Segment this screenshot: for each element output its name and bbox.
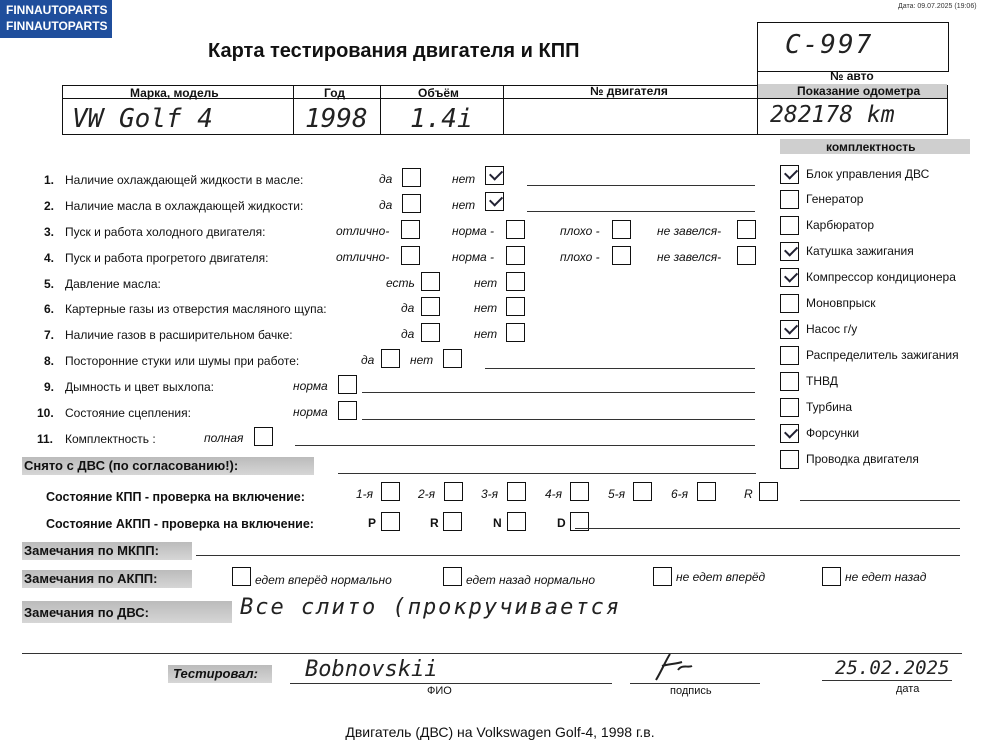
question-number: 8.: [44, 354, 55, 368]
q3-not-started-label: не завелся-: [657, 224, 722, 238]
q8-yes-checkbox[interactable]: [381, 349, 400, 368]
q4-not-started-checkbox[interactable]: [737, 246, 756, 265]
q6-no-label: нет: [474, 301, 498, 315]
auto-gear-label: R: [430, 516, 439, 530]
akpp-no-forward-label: не едет вперёд: [676, 570, 766, 584]
completeness-label: Насос г/у: [806, 322, 858, 336]
completeness-label: Карбюратор: [806, 218, 875, 232]
auto-number-label: № авто: [830, 69, 874, 83]
akpp-no-forward-checkbox[interactable]: [653, 567, 672, 586]
completeness-checkbox[interactable]: [780, 165, 799, 184]
completeness-checkbox[interactable]: [780, 216, 799, 235]
q3-normal-label: норма -: [452, 224, 495, 238]
q7-yes-label: да: [401, 327, 415, 341]
col-engine-no-header: № двигателя: [590, 84, 668, 98]
q1-line: [527, 185, 755, 186]
q2-no-label: нет: [452, 198, 476, 212]
completeness-label: Проводка двигателя: [806, 452, 919, 466]
gear-label: 2-я: [418, 487, 436, 501]
q6-no-checkbox[interactable]: [506, 297, 525, 316]
manual-kpp-line: [800, 500, 960, 501]
auto-gear-label: N: [493, 516, 502, 530]
completeness-checkbox[interactable]: [780, 372, 799, 391]
q2-yes-checkbox[interactable]: [402, 194, 421, 213]
completeness-checkbox[interactable]: [780, 190, 799, 209]
caption: Двигатель (ДВС) на Volkswagen Golf-4, 1998 г.в.: [345, 724, 655, 740]
q4-excellent-label: отлично-: [336, 250, 390, 264]
tester-name: Bobnovskii: [305, 657, 438, 682]
question-text: Наличие охлаждающей жидкости в масле:: [65, 173, 304, 187]
gear-label: R: [744, 487, 753, 501]
fio-line: [290, 683, 612, 684]
question-text: Посторонние стуки или шумы при работе:: [65, 354, 300, 368]
auto-kpp-line: [575, 528, 960, 529]
completeness-label: ТНВД: [806, 374, 838, 388]
manual-kpp-label: Состояние КПП - проверка на включение:: [46, 490, 305, 504]
gear-checkbox[interactable]: [759, 482, 778, 501]
volume-value: 1.4i: [410, 104, 473, 134]
q2-yes-label: да: [379, 198, 393, 212]
question-number: 5.: [44, 277, 55, 291]
date-label: дата: [896, 683, 920, 695]
completeness-label: Компрессор кондиционера: [806, 270, 956, 284]
question-number: 10.: [37, 406, 54, 420]
gear-checkbox[interactable]: [507, 482, 526, 501]
odometer-value: 282178 km: [770, 102, 895, 128]
tested-label: Тестировал:: [173, 666, 258, 681]
date-stamp: Дата: 09.07.2025 (19:06): [898, 3, 977, 10]
completeness-checkbox[interactable]: [780, 294, 799, 313]
q11-full-label: полная: [204, 431, 244, 445]
question-text: Наличие масла в охлаждающей жидкости:: [65, 199, 304, 213]
auto-gear-checkbox[interactable]: [507, 512, 526, 531]
auto-gear-label: P: [368, 516, 377, 530]
col-divider-3: [503, 85, 504, 135]
gear-checkbox[interactable]: [570, 482, 589, 501]
auto-kpp-label: Состояние АКПП - проверка на включение:: [46, 517, 314, 531]
year-value: 1998: [305, 104, 368, 134]
auto-gear-label: D: [557, 516, 566, 530]
mkpp-remark-label: Замечания по МКПП:: [24, 543, 159, 558]
completeness-header: комплектность: [826, 140, 916, 154]
question-text: Дымность и цвет выхлопа:: [65, 380, 214, 394]
q7-yes-checkbox[interactable]: [421, 323, 440, 342]
auto-gear-checkbox[interactable]: [381, 512, 400, 531]
q2-line: [527, 211, 755, 212]
question-text: Наличие газов в расширительном бачке:: [65, 328, 293, 342]
page-title: Карта тестирования двигателя и КПП: [208, 40, 580, 62]
gear-checkbox[interactable]: [633, 482, 652, 501]
mkpp-remark-line: [196, 555, 960, 556]
q1-no-checkbox[interactable]: [485, 166, 504, 185]
auto-gear-checkbox[interactable]: [443, 512, 462, 531]
question-number: 9.: [44, 380, 55, 394]
gear-label: 6-я: [671, 487, 689, 501]
completeness-label: Генератор: [806, 192, 864, 206]
q1-no-label: нет: [452, 172, 476, 186]
signature-label: подпись: [670, 685, 712, 697]
model-value: VW Golf 4: [72, 104, 213, 134]
gear-checkbox[interactable]: [381, 482, 400, 501]
gear-label: 3-я: [481, 487, 499, 501]
q7-no-checkbox[interactable]: [506, 323, 525, 342]
q3-excellent-label: отлично-: [336, 224, 390, 238]
question-number: 3.: [44, 225, 55, 239]
date-value: 25.02.2025: [835, 657, 950, 679]
question-number: 4.: [44, 251, 55, 265]
fio-label: ФИО: [427, 685, 452, 697]
completeness-checkbox[interactable]: [780, 346, 799, 365]
q3-excellent-checkbox[interactable]: [401, 220, 420, 239]
akpp-no-backward-label: не едет назад: [845, 570, 927, 584]
completeness-checkbox[interactable]: [780, 320, 799, 339]
col-divider-4: [757, 70, 758, 135]
gear-label: 5-я: [608, 487, 626, 501]
dvs-remark-text: Все слито (прокручивается: [240, 595, 622, 620]
dvs-remark-line: [22, 653, 962, 654]
q4-not-started-label: не завелся-: [657, 250, 722, 264]
col-model-header: Марка, модель: [130, 86, 219, 100]
q10-normal-checkbox[interactable]: [338, 401, 357, 420]
q10-normal-label: норма: [293, 405, 328, 419]
completeness-checkbox[interactable]: [780, 424, 799, 443]
q5-no-label: нет: [474, 276, 498, 290]
q6-yes-label: да: [401, 301, 415, 315]
q3-bad-checkbox[interactable]: [612, 220, 631, 239]
col-divider-1: [293, 85, 294, 135]
q11-line: [295, 445, 755, 446]
completeness-label: Форсунки: [806, 426, 860, 440]
col-divider-2: [380, 85, 381, 135]
q3-normal-checkbox[interactable]: [506, 220, 525, 239]
completeness-label: Моновпрыск: [806, 296, 876, 310]
q4-normal-checkbox[interactable]: [506, 246, 525, 265]
completeness-checkbox[interactable]: [780, 242, 799, 261]
question-text: Состояние сцепления:: [65, 406, 191, 420]
logo-line-1: FINNAUTOPARTS: [6, 3, 108, 17]
date-line: [822, 680, 952, 681]
akpp-forward-ok-checkbox[interactable]: [232, 567, 251, 586]
q4-bad-checkbox[interactable]: [612, 246, 631, 265]
q8-no-checkbox[interactable]: [443, 349, 462, 368]
completeness-checkbox[interactable]: [780, 398, 799, 417]
akpp-no-backward-checkbox[interactable]: [822, 567, 841, 586]
completeness-checkbox[interactable]: [780, 268, 799, 287]
q9-normal-checkbox[interactable]: [338, 375, 357, 394]
q11-full-checkbox[interactable]: [254, 427, 273, 446]
akpp-remark-label: Замечания по АКПП:: [24, 571, 158, 586]
gear-label: 1-я: [356, 487, 374, 501]
q6-yes-checkbox[interactable]: [421, 297, 440, 316]
completeness-checkbox[interactable]: [780, 450, 799, 469]
logo: [0, 0, 112, 38]
question-text: Комплектность :: [65, 432, 156, 446]
q8-line: [485, 368, 755, 369]
auto-number-value: C-997: [785, 30, 874, 60]
q8-yes-label: да: [361, 353, 375, 367]
q4-normal-label: норма -: [452, 250, 495, 264]
removed-header: Снято с ДВС (по согласованию!):: [24, 458, 239, 473]
q9-normal-label: норма: [293, 379, 328, 393]
q5-no-checkbox[interactable]: [506, 272, 525, 291]
col-odometer-header: Показание одометра: [797, 84, 921, 98]
akpp-forward-ok-label: едет вперёд нормально: [255, 573, 392, 587]
q8-no-label: нет: [410, 353, 434, 367]
q10-line: [362, 419, 755, 420]
q4-bad-label: плохо -: [560, 250, 600, 264]
akpp-backward-ok-checkbox[interactable]: [443, 567, 462, 586]
gear-checkbox[interactable]: [697, 482, 716, 501]
completeness-label: Катушка зажигания: [806, 244, 914, 258]
q4-excellent-checkbox[interactable]: [401, 246, 420, 265]
completeness-label: Турбина: [806, 400, 853, 414]
completeness-label: Блок управления ДВС: [806, 167, 930, 181]
signature-line: [630, 683, 760, 684]
q1-yes-checkbox[interactable]: [402, 168, 421, 187]
question-text: Пуск и работа прогретого двигателя:: [65, 251, 269, 265]
q2-no-checkbox[interactable]: [485, 192, 504, 211]
question-number: 11.: [37, 432, 54, 446]
q9-line: [362, 392, 755, 393]
question-number: 6.: [44, 302, 55, 316]
signature-image: [648, 650, 698, 690]
question-text: Картерные газы из отверстия масляного щупа:: [65, 302, 327, 316]
q3-bad-label: плохо -: [560, 224, 600, 238]
logo-line-2: FINNAUTOPARTS: [6, 19, 108, 33]
question-number: 2.: [44, 199, 55, 213]
dvs-remark-label: Замечания по ДВС:: [24, 605, 149, 620]
q1-yes-label: да: [379, 172, 393, 186]
removed-line: [338, 473, 756, 474]
akpp-backward-ok-label: едет назад нормально: [466, 573, 596, 587]
col-year-header: Год: [324, 86, 345, 100]
q7-no-label: нет: [474, 327, 498, 341]
completeness-label: Распределитель зажигания: [806, 348, 959, 362]
gear-label: 4-я: [545, 487, 563, 501]
gear-checkbox[interactable]: [444, 482, 463, 501]
question-number: 1.: [44, 173, 55, 187]
q3-not-started-checkbox[interactable]: [737, 220, 756, 239]
question-text: Пуск и работа холодного двигателя:: [65, 225, 266, 239]
question-number: 7.: [44, 328, 55, 342]
q5-present-label: есть: [386, 276, 415, 290]
col-volume-header: Объём: [418, 86, 459, 100]
q5-present-checkbox[interactable]: [421, 272, 440, 291]
question-text: Давление масла:: [65, 277, 161, 291]
